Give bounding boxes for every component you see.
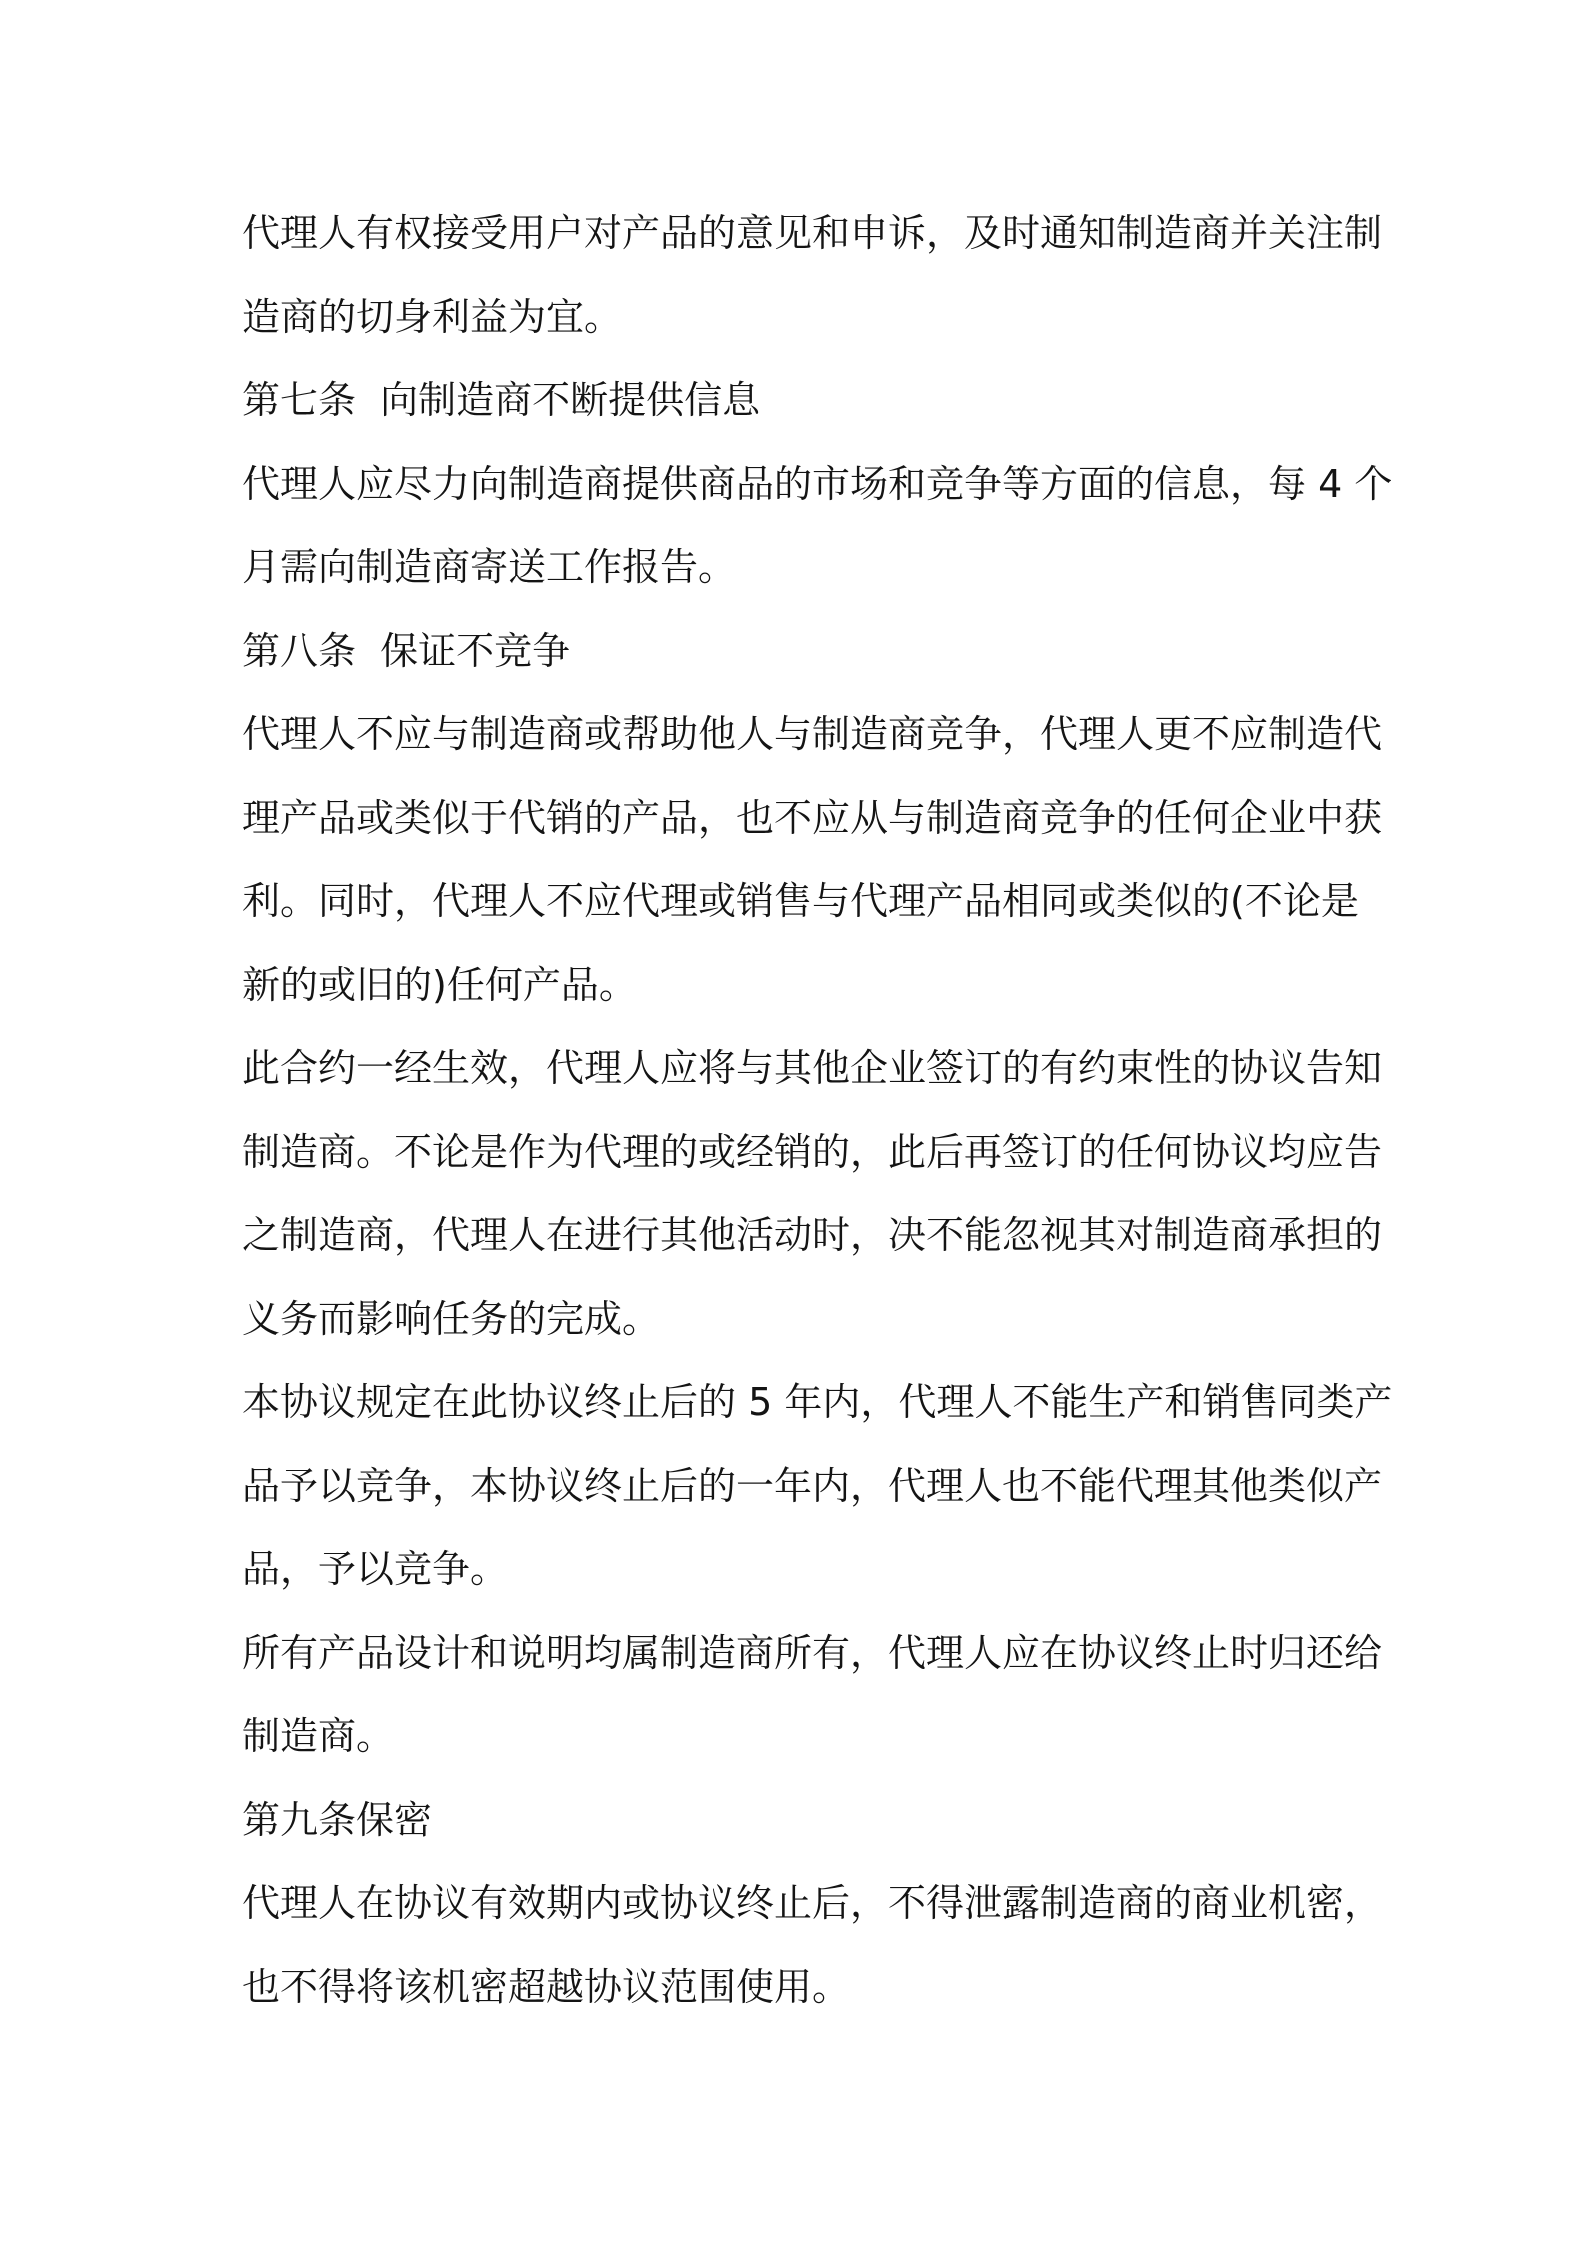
- text-line: 代理人在协议有效期内或协议终止后，不得泄露制造商的商业机密，: [242, 1881, 1383, 1925]
- paragraph-provide-information: [242, 443, 1393, 610]
- paragraph-user-complaints: [242, 192, 1383, 359]
- text-line: 代理人不应与制造商或帮助他人与制造商竞争，代理人更不应制造代: [242, 712, 1383, 756]
- text-line: 制造商。: [242, 1714, 395, 1758]
- text-line: 造商的切身利益为宜。: [242, 294, 623, 339]
- paragraph-binding-agreements: [242, 1027, 1383, 1361]
- paragraph-confidentiality: [242, 1862, 1383, 2029]
- text-line: 此合约一经生效，代理人应将与其他企业签订的有约束性的协议告知: [242, 1046, 1383, 1090]
- text-line: 所有产品设计和说明均属制造商所有，代理人应在协议终止时归还给: [242, 1630, 1383, 1675]
- text-line: 本协议规定在此协议终止后的 5 年内，代理人不能生产和销售同类产: [242, 1380, 1393, 1424]
- text-line: 代理人应尽力向制造商提供商品的市场和竞争等方面的信息，每 4 个: [242, 461, 1393, 506]
- article-8-heading: 第八条 保证不竞争: [242, 628, 571, 673]
- text-line: 新的或旧的)任何产品。: [242, 962, 637, 1007]
- article-9-heading: 第九条保密: [242, 1797, 433, 1842]
- paragraph-post-termination: [242, 1361, 1393, 1612]
- paragraph-non-competition: [242, 693, 1383, 1027]
- text-line: 月需向制造商寄送工作报告。: [242, 545, 737, 589]
- text-line: 代理人有权接受用户对产品的意见和申诉，及时通知制造商并关注制: [242, 211, 1383, 255]
- text-line: 义务而影响任务的完成。: [242, 1296, 661, 1341]
- text-line: 也不得将该机密超越协议范围使用。: [242, 1964, 851, 2009]
- document-body: [242, 192, 1393, 2029]
- text-line: 品，予以竞争。: [242, 1547, 509, 1591]
- article-7-heading: 第七条 向制造商不断提供信息: [242, 378, 761, 422]
- paragraph-product-designs: [242, 1612, 1383, 1779]
- text-line: 利。同时，代理人不应代理或销售与代理产品相同或类似的(不论是: [242, 879, 1359, 923]
- text-line: 理产品或类似于代销的产品，也不应从与制造商竞争的任何企业中获: [242, 795, 1383, 840]
- text-line: 之制造商，代理人在进行其他活动时，决不能忽视其对制造商承担的: [242, 1213, 1383, 1257]
- text-line: 制造商。不论是作为代理的或经销的，此后再签订的任何协议均应告: [242, 1129, 1383, 1174]
- text-line: 品予以竞争，本协议终止后的一年内，代理人也不能代理其他类似产: [242, 1463, 1383, 1508]
